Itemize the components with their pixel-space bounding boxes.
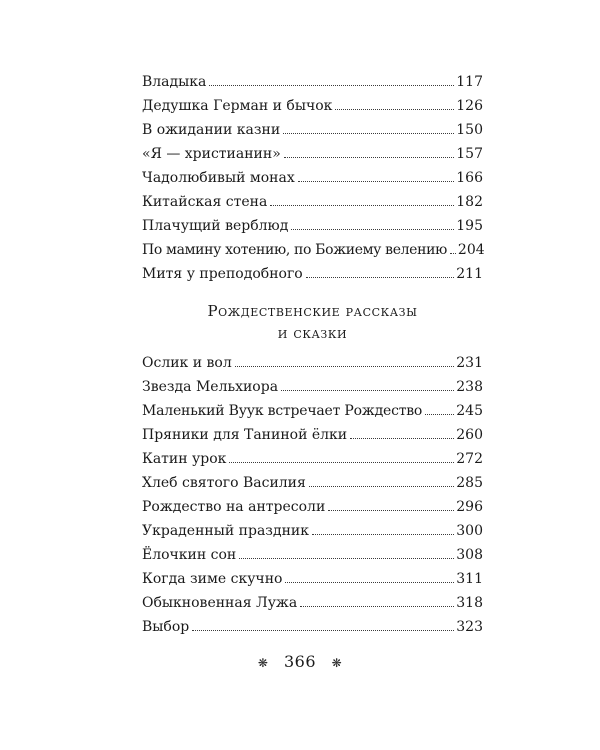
section-heading-line-2: и сказки bbox=[277, 324, 348, 342]
toc-entry-title: В ожидании казни bbox=[142, 122, 281, 138]
toc-entry-title: Чадолюбивый монах bbox=[142, 170, 295, 186]
toc-entry-title: По мамину хотению, по Божиему велению bbox=[142, 242, 447, 258]
toc-entry-page: 231 bbox=[456, 355, 483, 371]
toc-entry-page: 272 bbox=[456, 451, 483, 467]
toc-leader-dots bbox=[300, 606, 454, 607]
toc-entry-page: 166 bbox=[456, 170, 483, 186]
toc-leader-dots bbox=[350, 438, 454, 439]
toc-leader-dots bbox=[283, 133, 454, 134]
flower-ornament-icon: ❋ bbox=[331, 655, 343, 670]
toc-leader-dots bbox=[229, 462, 454, 463]
toc-entry bbox=[142, 262, 483, 286]
toc-entry bbox=[142, 447, 483, 471]
toc-entry-page: 300 bbox=[456, 523, 483, 539]
flower-ornament-icon: ❋ bbox=[257, 655, 269, 670]
toc-entry bbox=[142, 214, 483, 238]
toc-leader-dots bbox=[309, 486, 454, 487]
toc-leader-dots bbox=[270, 205, 454, 206]
toc-entry bbox=[142, 399, 483, 423]
toc-entry bbox=[142, 142, 483, 166]
toc-entry-page: 182 bbox=[456, 194, 483, 210]
toc-entry-title: Катин урок bbox=[142, 451, 227, 467]
toc-leader-dots bbox=[192, 630, 454, 631]
toc-entry bbox=[142, 567, 483, 591]
toc-entry bbox=[142, 70, 483, 94]
toc-entry bbox=[142, 591, 483, 615]
toc-leader-dots bbox=[235, 366, 455, 367]
toc-entry-page: 318 bbox=[456, 595, 483, 611]
toc-leader-dots bbox=[281, 390, 454, 391]
toc-entry bbox=[142, 543, 483, 567]
toc-leader-dots bbox=[285, 582, 454, 583]
toc-entry-title: Маленький Вуук встречает Рождество bbox=[142, 403, 423, 419]
toc-entry-title: Владыка bbox=[142, 74, 207, 90]
toc-entry-page: 204 bbox=[457, 242, 485, 258]
toc-entry bbox=[142, 423, 483, 447]
toc-entry-page: 245 bbox=[456, 403, 483, 419]
toc-entry-title: Хлеб святого Василия bbox=[142, 475, 306, 491]
toc-entry bbox=[142, 238, 483, 262]
toc-entry-title: Обыкновенная Лужа bbox=[142, 595, 298, 611]
toc-entry bbox=[142, 190, 483, 214]
toc-leader-dots bbox=[306, 277, 455, 278]
toc-entry bbox=[142, 471, 483, 495]
toc-entry-page: 296 bbox=[456, 499, 483, 515]
toc-section-christmas bbox=[142, 351, 483, 639]
toc-leader-dots bbox=[284, 157, 454, 158]
toc-entry-title: Когда зиме скучно bbox=[142, 571, 283, 587]
toc-entry-page: 150 bbox=[456, 122, 483, 138]
toc-entry-page: 260 bbox=[456, 427, 483, 443]
toc-entry-title: Выбор bbox=[142, 619, 190, 635]
toc-entry bbox=[142, 351, 483, 375]
toc-leader-dots bbox=[312, 534, 454, 535]
toc-leader-dots bbox=[298, 181, 455, 182]
toc-leader-dots bbox=[209, 85, 454, 86]
toc-entry bbox=[142, 166, 483, 190]
toc-entry bbox=[142, 375, 483, 399]
toc-entry-title: Рождество на антресоли bbox=[142, 499, 326, 515]
toc-entry-page: 211 bbox=[456, 266, 483, 282]
toc-entry-page: 311 bbox=[456, 571, 483, 587]
toc-entry-page: 238 bbox=[456, 379, 483, 395]
toc-leader-dots bbox=[425, 414, 454, 415]
toc-entry-title: Дедушка Герман и бычок bbox=[142, 98, 333, 114]
toc-entry-title: «Я — христианин» bbox=[142, 146, 281, 162]
page-footer bbox=[0, 650, 600, 675]
toc-leader-dots bbox=[328, 510, 454, 511]
toc-entry-title: Украденный праздник bbox=[142, 523, 309, 539]
section-heading-line-1: Рождественские рассказы bbox=[207, 302, 418, 320]
toc-leader-dots bbox=[239, 558, 454, 559]
toc-section-stories bbox=[142, 70, 483, 286]
toc-entry-title: Звезда Мельхиора bbox=[142, 379, 279, 395]
toc-entry-title: Китайская стена bbox=[142, 194, 268, 210]
toc-entry bbox=[142, 94, 483, 118]
toc-entry-page: 195 bbox=[456, 218, 483, 234]
page-number: 366 bbox=[283, 652, 317, 671]
toc-entry-page: 117 bbox=[456, 74, 483, 90]
toc-entry-title: Ёлочкин сон bbox=[142, 547, 237, 563]
toc-entry-title: Плачущий верблюд bbox=[142, 218, 289, 234]
section-heading bbox=[142, 300, 483, 344]
toc-entry-page: 157 bbox=[456, 146, 483, 162]
toc-entry bbox=[142, 615, 483, 639]
toc-entry-page: 323 bbox=[456, 619, 483, 635]
toc-entry-page: 308 bbox=[456, 547, 483, 563]
toc-leader-dots bbox=[291, 229, 454, 230]
toc-entry-title: Ослик и вол bbox=[142, 355, 232, 371]
toc-entry bbox=[142, 118, 483, 142]
toc-entry bbox=[142, 519, 483, 543]
toc-entry-title: Митя у преподобного bbox=[142, 266, 303, 282]
toc-leader-dots bbox=[450, 253, 456, 254]
toc-leader-dots bbox=[335, 109, 454, 110]
toc-entry-page: 126 bbox=[456, 98, 483, 114]
toc-entry-page: 285 bbox=[456, 475, 483, 491]
toc-entry bbox=[142, 495, 483, 519]
toc-entry-title: Пряники для Таниной ёлки bbox=[142, 427, 348, 443]
